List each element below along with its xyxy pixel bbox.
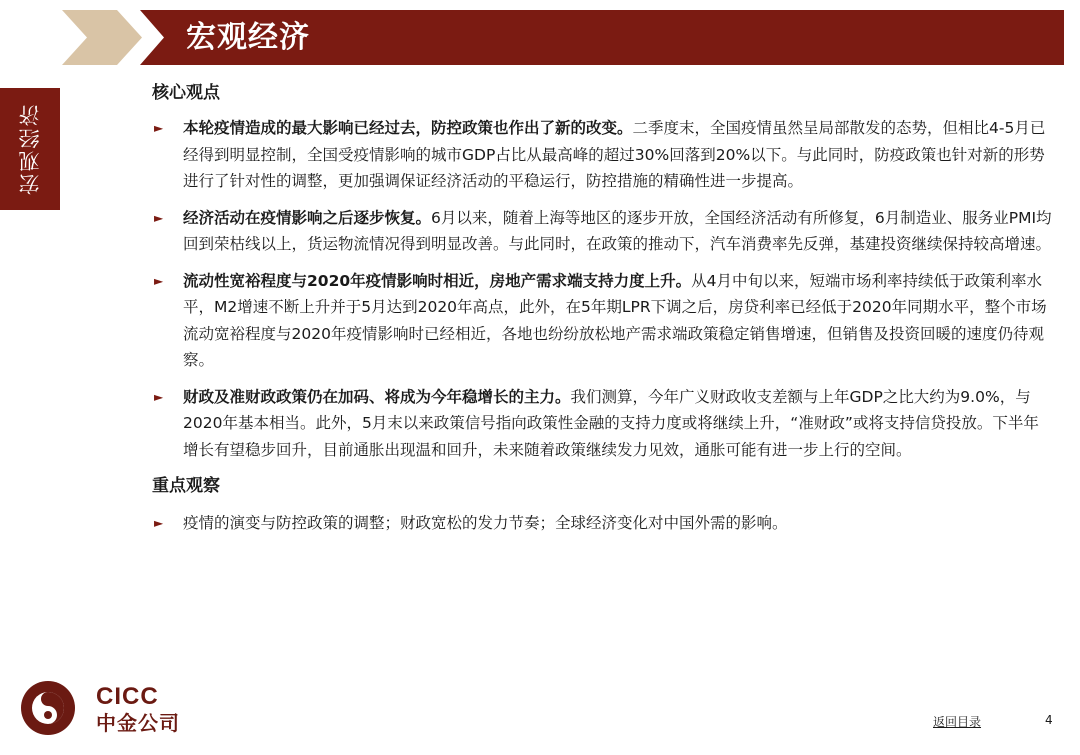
list-item bbox=[152, 268, 1052, 374]
bullet-lead: 经济活动在疫情影响之后逐步恢复。 bbox=[183, 208, 432, 227]
side-section-tab bbox=[0, 88, 60, 210]
list-item bbox=[152, 115, 1052, 195]
header-chevron-decoration bbox=[62, 10, 142, 65]
list-item bbox=[152, 510, 1052, 537]
list-item bbox=[152, 205, 1052, 258]
logo-text-en: CICC bbox=[96, 683, 159, 710]
bullet-text: 二季度末，全国疫情虽然呈局部散发的态势，但相比4-5月已经得到明显控制，全国受疫情影响的城市GDP占比从最高峰的超过30%回落到20%以下。与此同时，防疫政策也针对新的形势进行了针对性的调整，更加强调保证经济活动的平稳运行，防控措施的精确性进一步提高。 bbox=[183, 119, 1046, 190]
side-tab-label: 宏观经济 bbox=[18, 103, 42, 195]
bullet-arrow-icon: ► bbox=[154, 516, 164, 530]
logo-text-cn: 中金公司 bbox=[96, 711, 180, 735]
content-body bbox=[152, 78, 1052, 537]
return-to-contents-link[interactable]: 返回目录 bbox=[933, 715, 982, 729]
section-title-core-views: 核心观点 bbox=[152, 83, 220, 103]
section-title-key-watch: 重点观察 bbox=[152, 476, 220, 496]
bullet-lead: 本轮疫情造成的最大影响已经过去，防控政策也作出了新的改变。 bbox=[183, 119, 633, 137]
bullet-text: 疫情的演变与防控政策的调整；财政宽松的发力节奏；全球经济变化对中国外需的影响。 bbox=[183, 514, 788, 532]
bullet-arrow-icon: ► bbox=[154, 210, 164, 225]
page-number: 4 bbox=[1045, 713, 1053, 727]
bullet-arrow-icon: ► bbox=[154, 121, 164, 135]
bullet-text: 我们测算，今年广义财政收支差额与上年GDP之比大约为9.0%，与2020年基本相当。此外，5月末以来政策信号指向政策性金融的支持力度或将继续上升，“准财政”或将支持信贷投放。下半年增长有望稳步回升，目前通胀出现温和回升，未来随着政策继续发力见效，通胀可能有进一步上行的空间。 bbox=[183, 387, 1039, 459]
bullet-text: 从4月中旬以来，短端市场利率持续低于政策利率水平，M2增速不断上升并于5月达到2020年高点，此外，在5年期LPR下调之后，房贷利率已经低于2020年同期水平，整个市场流动宽裕程度与2020年疫情影响时已经相近，各地也纷纷放松地产需求端政策稳定销售增速，但销售及投资回暖的速度仍待观察。 bbox=[183, 271, 1047, 369]
page-title: 宏观经济 bbox=[186, 20, 310, 55]
list-item bbox=[152, 384, 1052, 464]
bullet-lead: 财政及准财政政策仍在加码、将成为今年稳增长的主力。 bbox=[183, 387, 571, 406]
bullet-text: 6月以来，随着上海等地区的逐步开放，全国经济活动有所修复，6月制造业、服务业PMI均回到荣枯线以上，货运物流情况得到明显改善。与此同时，在政策的推动下，汽车消费率先反弹，基建投资继续保持较高增速。 bbox=[183, 208, 1052, 253]
bullet-arrow-icon: ► bbox=[154, 273, 164, 288]
bullet-lead: 流动性宽裕程度与2020年疫情影响时相近，房地产需求端支持力度上升。 bbox=[183, 271, 692, 290]
cicc-logo-icon bbox=[18, 678, 88, 738]
bullet-arrow-icon: ► bbox=[154, 389, 164, 404]
